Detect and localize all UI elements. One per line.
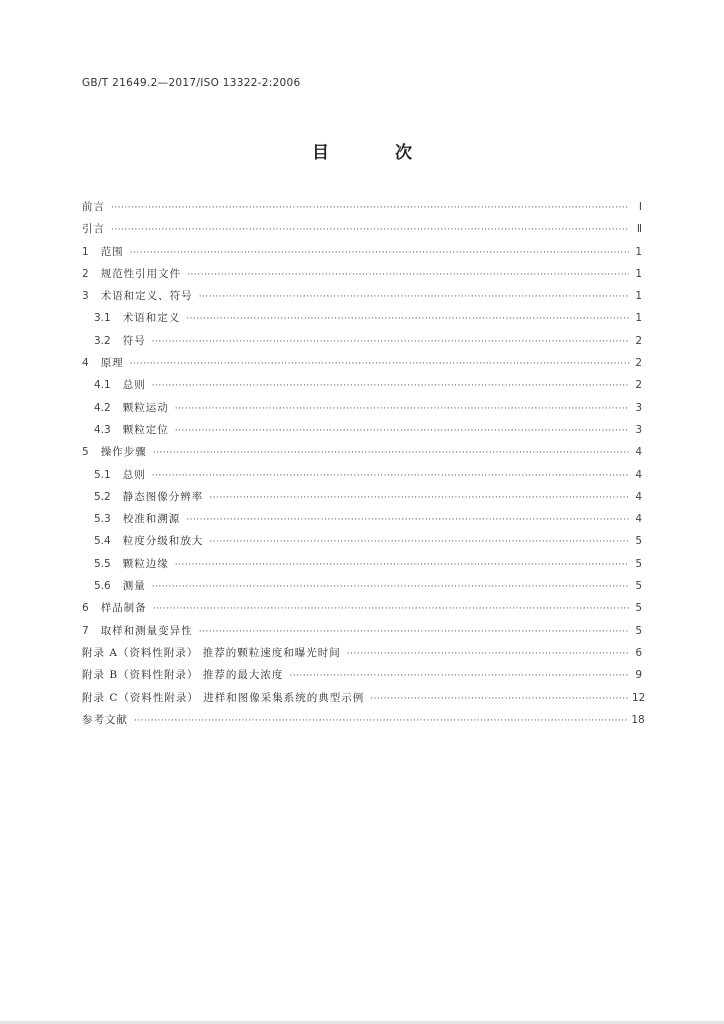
toc-dot-leader: [289, 665, 629, 687]
toc-dot-leader: [153, 442, 629, 464]
toc-entry-page: Ⅰ: [638, 201, 642, 213]
toc-entry-number: 1: [82, 245, 89, 258]
toc-entry-number: 4.2: [94, 401, 111, 414]
toc-entry-page: 1: [635, 312, 642, 325]
toc-entry-label: 前言: [82, 201, 105, 213]
toc-entry-number: 5.3: [94, 513, 111, 526]
toc-entry-number: 2: [82, 267, 89, 280]
toc-dot-leader: [186, 509, 629, 531]
toc-entry[interactable]: [82, 330, 642, 352]
toc-entry-page: 3: [635, 401, 642, 414]
toc-dot-leader: [152, 576, 629, 598]
standard-header: GB/T 21649.2—2017/ISO 13322-2:2006: [82, 77, 301, 89]
toc-entry[interactable]: [82, 464, 642, 486]
toc-dot-leader: [175, 420, 629, 442]
page-title: 目 次: [312, 143, 442, 163]
toc-entry[interactable]: [82, 441, 642, 463]
toc-entry-number: 5.4: [94, 535, 111, 548]
toc-entry-number: 3.1: [94, 312, 111, 325]
toc-entry-number: 4.1: [94, 379, 111, 392]
toc-entry-page: 12: [632, 691, 646, 704]
toc-entry-number: 3.2: [94, 334, 111, 347]
toc-entry-label: 颗粒运动: [122, 401, 169, 414]
toc-dot-leader: [199, 621, 629, 643]
toc-entry-number: 5.1: [94, 468, 111, 481]
toc-entry-page: 1: [635, 290, 642, 303]
toc-entry[interactable]: [82, 397, 642, 419]
toc-entry[interactable]: [82, 241, 642, 263]
toc-dot-leader: [175, 398, 629, 420]
toc-dot-leader: [152, 375, 629, 397]
toc-entry-label: 范围: [100, 245, 124, 258]
toc-entry-number: 7: [82, 624, 89, 637]
toc-entry-page: 6: [635, 646, 642, 659]
toc-dot-leader: [130, 242, 629, 264]
toc-entry-page: 3: [635, 423, 642, 436]
toc-entry-label: 总则: [122, 379, 146, 392]
toc-dot-leader: [175, 554, 629, 576]
toc-entry[interactable]: [82, 419, 642, 441]
toc-entry-label: 静态图像分辨率: [122, 490, 204, 503]
toc-entry[interactable]: [82, 196, 642, 218]
toc-entry[interactable]: [82, 664, 642, 686]
toc-entry[interactable]: [82, 486, 642, 508]
toc-entry[interactable]: [82, 687, 646, 709]
toc-entry-page: 2: [635, 357, 642, 370]
toc-entry-label: 术语和定义: [122, 312, 181, 325]
toc-entry[interactable]: [82, 263, 642, 285]
toc-entry-page: 4: [635, 468, 642, 481]
toc-entry-label: 引言: [82, 223, 105, 236]
toc-entry-label: 总则: [122, 468, 146, 481]
toc-entry-page: 5: [635, 602, 642, 615]
toc-entry-label: 参考文献: [82, 713, 128, 726]
toc-entry[interactable]: [82, 553, 642, 575]
toc-entry-page: 1: [635, 267, 642, 280]
toc-entry-label: 附录 C（资料性附录） 进样和图像采集系统的典型示例: [82, 691, 365, 704]
toc-dot-leader: [347, 643, 629, 665]
toc-entry[interactable]: [82, 597, 642, 619]
toc-dot-leader: [111, 219, 629, 241]
toc-entry[interactable]: [82, 620, 642, 642]
toc-entry-page: 5: [635, 557, 642, 570]
toc-entry-label: 规范性引用文件: [100, 267, 182, 280]
toc-entry-number: 5.5: [94, 557, 111, 570]
toc-entry-number: 3: [82, 290, 89, 303]
toc-entry-number: 5.6: [94, 580, 111, 593]
toc-entry-page: 2: [635, 379, 642, 392]
toc-dot-leader: [130, 353, 629, 375]
toc-entry-page: 9: [635, 669, 642, 682]
toc-dot-leader: [152, 465, 629, 487]
toc-entry-label: 测量: [122, 580, 146, 593]
toc-dot-leader: [152, 331, 629, 353]
toc-dot-leader: [111, 197, 629, 219]
toc-dot-leader: [199, 286, 629, 308]
toc-dot-leader: [134, 710, 628, 732]
table-of-contents: [82, 196, 646, 731]
toc-entry-label: 校准和溯源: [122, 513, 181, 526]
toc-entry-page: 4: [635, 513, 642, 526]
toc-entry[interactable]: [82, 218, 642, 240]
toc-dot-leader: [370, 688, 629, 710]
toc-dot-leader: [209, 531, 629, 553]
toc-entry-label: 样品制备: [100, 602, 147, 615]
toc-entry-page: 2: [635, 334, 642, 347]
toc-entry-page: 4: [635, 490, 642, 503]
toc-entry[interactable]: [82, 709, 645, 731]
toc-entry-label: 颗粒边缘: [122, 557, 169, 570]
toc-entry[interactable]: [82, 352, 642, 374]
toc-entry-page: 5: [635, 535, 642, 548]
toc-entry-label: 附录 B（资料性附录） 推荐的最大浓度: [82, 669, 284, 682]
toc-entry-number: 5: [82, 446, 89, 459]
toc-entry-page: 5: [635, 624, 642, 637]
toc-entry-label: 附录 A（资料性附录） 推荐的颗粒速度和曝光时间: [82, 646, 341, 659]
toc-entry-page: 4: [635, 446, 642, 459]
toc-entry[interactable]: [82, 530, 642, 552]
toc-entry-number: 6: [82, 602, 89, 615]
toc-entry-page: 5: [635, 580, 642, 593]
toc-entry-page: 18: [631, 713, 645, 726]
toc-dot-leader: [187, 264, 629, 286]
toc-entry-label: 原理: [100, 357, 124, 370]
toc-entry[interactable]: [82, 307, 642, 329]
toc-entry-page: Ⅱ: [636, 223, 642, 236]
toc-entry[interactable]: [82, 575, 642, 597]
toc-entry-number: 4: [82, 357, 89, 370]
toc-entry[interactable]: [82, 642, 642, 664]
toc-dot-leader: [186, 308, 629, 330]
toc-entry-label: 颗粒定位: [122, 423, 169, 436]
toc-entry-label: 取样和测量变异性: [100, 624, 193, 637]
toc-entry-page: 1: [635, 245, 642, 258]
toc-entry-label: 粒度分级和放大: [122, 535, 204, 548]
toc-entry-label: 术语和定义、符号: [100, 290, 193, 303]
toc-entry-number: 4.3: [94, 423, 111, 436]
toc-dot-leader: [209, 487, 629, 509]
toc-entry[interactable]: [82, 285, 642, 307]
toc-dot-leader: [153, 598, 629, 620]
toc-entry-label: 操作步骤: [100, 446, 147, 459]
toc-entry[interactable]: [82, 374, 642, 396]
toc-entry-label: 符号: [122, 334, 146, 347]
toc-entry-number: 5.2: [94, 490, 111, 503]
toc-entry[interactable]: [82, 508, 642, 530]
